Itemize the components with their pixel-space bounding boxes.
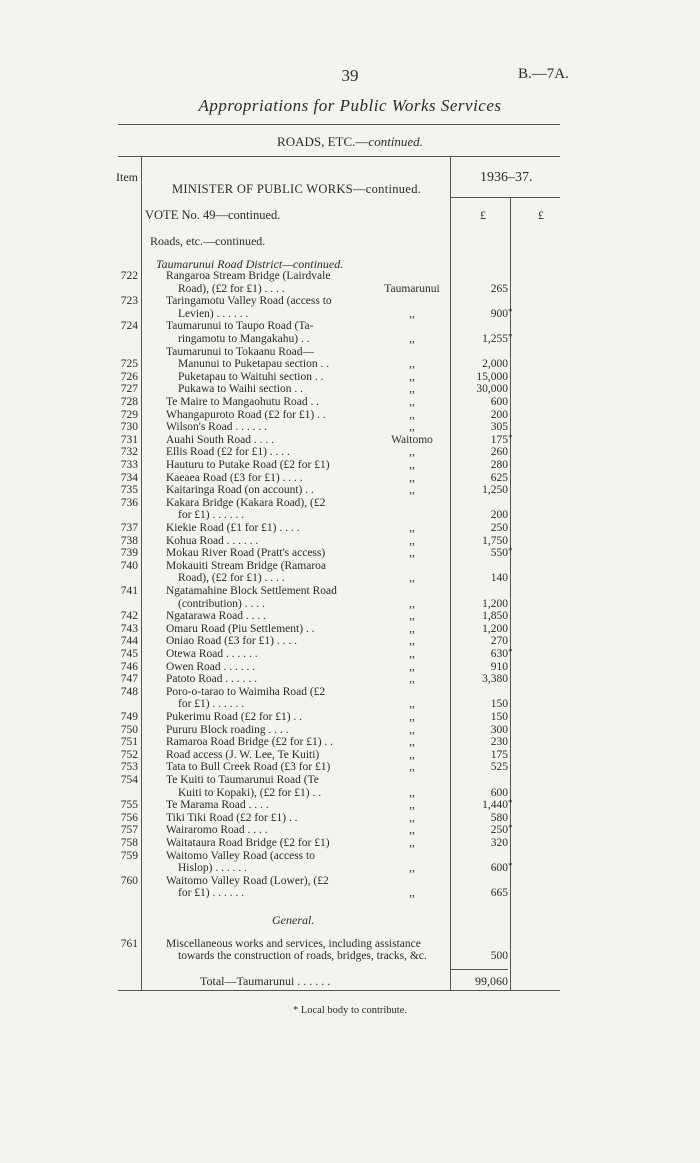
table-row bbox=[0, 585, 700, 597]
item-number: 743 bbox=[120, 622, 138, 635]
item-amount: 1,850 bbox=[482, 610, 508, 623]
top-rule bbox=[118, 124, 560, 125]
item-district: Waitomo bbox=[391, 433, 433, 446]
subtitle-continued: continued. bbox=[368, 134, 423, 149]
table-row bbox=[0, 434, 700, 446]
item-number: 727 bbox=[120, 383, 138, 396]
item-description: Miscellaneous works and services, including assistance bbox=[166, 938, 421, 950]
item-amount: 900 bbox=[490, 307, 508, 320]
item-description: Puketapau to Waituhi section . . bbox=[178, 370, 324, 383]
table-row bbox=[0, 824, 700, 836]
item-number: 735 bbox=[120, 484, 138, 497]
item-district: ,, bbox=[409, 358, 415, 371]
table-row bbox=[0, 409, 700, 421]
total-rule bbox=[450, 969, 508, 970]
item-number: 753 bbox=[120, 761, 138, 774]
item-description: Pukerimu Road (£2 for £1) . . bbox=[166, 711, 303, 723]
item-description: Patoto Road . . . . . . bbox=[166, 673, 258, 686]
table-row bbox=[0, 547, 700, 559]
table-row bbox=[0, 459, 700, 471]
item-description: Wilson's Road . . . . . . bbox=[166, 421, 267, 434]
item-description: Kiekie Road (£1 for £1) . . . . bbox=[166, 522, 300, 534]
item-description: Taumarunui to Taupo Road (Ta- bbox=[166, 320, 314, 333]
bottom-rule bbox=[118, 990, 560, 991]
table-row bbox=[0, 522, 700, 534]
item-description: Auahi South Road . . . . bbox=[166, 433, 274, 446]
item-number: 740 bbox=[120, 559, 138, 572]
item-description: towards the construction of roads, bridges, tracks, &c. bbox=[178, 950, 427, 962]
item-description: Kohua Road . . . . . . bbox=[166, 534, 259, 547]
item-amount: 580 bbox=[490, 811, 508, 824]
total-amount: 99,060 bbox=[475, 974, 508, 988]
item-district: ,, bbox=[409, 761, 415, 774]
item-district: ,, bbox=[409, 660, 415, 673]
item-description: Poro-o-tarao to Waimiha Road (£2 bbox=[166, 685, 326, 698]
item-description: Hauturu to Putake Road (£2 for £1) bbox=[166, 459, 330, 471]
item-amount: 2,000 bbox=[482, 358, 508, 371]
pound-symbol-left: £ bbox=[480, 208, 486, 222]
item-description: Kakara Bridge (Kakara Road), (£2 bbox=[166, 496, 326, 509]
item-amount: 600 bbox=[490, 786, 508, 799]
table-row bbox=[0, 749, 700, 761]
table-row bbox=[0, 950, 700, 962]
table-row bbox=[0, 648, 700, 660]
item-description: Road), (£2 for £1) . . . . bbox=[178, 282, 285, 295]
item-amount: 175 bbox=[490, 748, 508, 761]
item-district: ,, bbox=[409, 522, 415, 534]
item-number: 750 bbox=[120, 723, 138, 736]
table-row bbox=[0, 736, 700, 748]
item-number: 754 bbox=[120, 774, 138, 786]
item-description: Waitomo Valley Road (access to bbox=[166, 849, 315, 862]
year-rule bbox=[450, 197, 560, 198]
footnote-marker: * bbox=[508, 332, 513, 342]
item-district: ,, bbox=[409, 471, 415, 484]
item-description: Kuiti to Kopaki), (£2 for £1) . . bbox=[178, 786, 322, 799]
item-description: Road), (£2 for £1) . . . . bbox=[178, 572, 285, 585]
item-district: ,, bbox=[409, 459, 415, 471]
item-number: 729 bbox=[120, 408, 138, 421]
footnote-marker: * bbox=[508, 546, 513, 557]
item-number: 759 bbox=[120, 849, 138, 862]
item-district: ,, bbox=[409, 748, 415, 761]
item-description: Whangapuroto Road (£2 for £1) . . bbox=[166, 408, 326, 421]
item-district: ,, bbox=[409, 597, 415, 610]
item-district: ,, bbox=[409, 408, 415, 421]
item-number: 761 bbox=[120, 938, 138, 950]
page-number: 39 bbox=[341, 66, 359, 85]
document-reference: B.—7A. bbox=[518, 66, 569, 82]
item-district: ,, bbox=[409, 333, 415, 345]
item-amount: 525 bbox=[490, 761, 508, 774]
item-district: ,, bbox=[409, 610, 415, 623]
table-row bbox=[0, 698, 700, 710]
item-number: 745 bbox=[120, 648, 138, 660]
item-district: ,, bbox=[409, 622, 415, 635]
item-amount: 1,440 bbox=[482, 799, 508, 812]
item-description: Taumarunui to Tokaanu Road— bbox=[166, 345, 314, 358]
item-description: Te Marama Road . . . . bbox=[166, 799, 269, 812]
item-description: for £1) . . . . . . bbox=[178, 887, 245, 900]
table-row bbox=[0, 711, 700, 723]
item-amount: 150 bbox=[490, 711, 508, 723]
item-description: Manunui to Puketapau section . . bbox=[178, 358, 330, 371]
item-column-header: Item bbox=[116, 170, 138, 184]
section-heading: Roads, etc.—continued. bbox=[150, 234, 266, 248]
item-amount: 320 bbox=[490, 837, 508, 849]
footnote-marker: * bbox=[508, 798, 513, 809]
item-description: Mokau River Road (Pratt's access) bbox=[166, 547, 326, 560]
table-row bbox=[0, 283, 700, 295]
item-amount: 175 bbox=[490, 433, 508, 446]
table-row bbox=[0, 887, 700, 899]
footnote: * Local body to contribute. bbox=[292, 1005, 407, 1016]
footnote-marker: * bbox=[508, 823, 513, 834]
item-description: Levien) . . . . . . bbox=[178, 307, 249, 320]
item-number: 742 bbox=[120, 610, 138, 623]
table-row bbox=[0, 787, 700, 799]
item-number: 751 bbox=[120, 736, 138, 749]
item-district: ,, bbox=[409, 723, 415, 736]
item-number: 734 bbox=[120, 471, 138, 484]
item-district: ,, bbox=[409, 711, 415, 723]
item-amount: 230 bbox=[490, 736, 508, 749]
item-description: Taringamotu Valley Road (access to bbox=[166, 295, 332, 308]
item-amount: 550 bbox=[490, 547, 508, 560]
item-district: ,, bbox=[409, 396, 415, 408]
item-description: for £1) . . . . . . bbox=[178, 698, 245, 711]
table-row bbox=[0, 799, 700, 811]
table-row bbox=[0, 635, 700, 647]
table-row bbox=[0, 661, 700, 673]
footnote-marker: * bbox=[508, 306, 513, 317]
section-subtitle bbox=[0, 134, 700, 150]
item-description: Kaeaea Road (£3 for £1) . . . . bbox=[166, 471, 303, 484]
item-number: 749 bbox=[120, 711, 138, 723]
item-amount: 1,250 bbox=[482, 484, 508, 497]
item-description: Ellis Road (£2 for £1) . . . . bbox=[166, 446, 290, 459]
item-district: ,, bbox=[409, 572, 415, 585]
table-row bbox=[0, 812, 700, 824]
table-row bbox=[0, 686, 700, 698]
item-description: Pururu Block roading . . . . bbox=[166, 723, 289, 736]
item-amount: 270 bbox=[490, 635, 508, 648]
ministry-heading: MINISTER OF PUBLIC WORKS—continued. bbox=[172, 182, 422, 196]
item-district: ,, bbox=[409, 648, 415, 660]
item-number: 757 bbox=[120, 824, 138, 837]
item-amount: 910 bbox=[490, 660, 508, 673]
item-district: Taumarunui bbox=[384, 282, 440, 295]
item-number: 741 bbox=[120, 585, 138, 597]
item-number: 760 bbox=[120, 874, 138, 887]
item-amount: 260 bbox=[490, 446, 508, 459]
table-row bbox=[0, 850, 700, 862]
vote-heading: VOTE No. 49—continued. bbox=[145, 208, 281, 222]
pound-symbol-right: £ bbox=[538, 208, 544, 222]
item-amount: 140 bbox=[490, 572, 508, 585]
item-district: ,, bbox=[409, 887, 415, 900]
item-amount: 265 bbox=[490, 282, 508, 295]
item-district: ,, bbox=[409, 824, 415, 837]
footnote-marker: * bbox=[508, 861, 513, 872]
item-number: 752 bbox=[120, 748, 138, 761]
item-district: ,, bbox=[409, 811, 415, 824]
item-description: Tata to Bull Creek Road (£3 for £1) bbox=[166, 761, 331, 774]
item-number: 722 bbox=[120, 270, 138, 282]
item-description: Kaitaringa Road (on account) . . bbox=[166, 484, 314, 497]
item-number: 758 bbox=[120, 837, 138, 849]
item-district: ,, bbox=[409, 862, 415, 875]
table-row bbox=[0, 497, 700, 509]
item-number: 730 bbox=[120, 421, 138, 434]
item-amount: 3,380 bbox=[482, 673, 508, 686]
item-description: Hislop) . . . . . . bbox=[178, 862, 247, 875]
item-district: ,, bbox=[409, 673, 415, 686]
item-amount: 305 bbox=[490, 421, 508, 434]
item-amount: 500 bbox=[490, 950, 508, 962]
item-amount: 250 bbox=[490, 824, 508, 837]
item-description: Tiki Tiki Road (£2 for £1) . . bbox=[166, 811, 298, 824]
item-amount: 600 bbox=[490, 862, 508, 875]
item-number: 746 bbox=[120, 660, 138, 673]
item-description: Rangaroa Stream Bridge (Lairdvale bbox=[166, 270, 331, 282]
table-row bbox=[0, 308, 700, 320]
table-row bbox=[0, 774, 700, 786]
item-district: ,, bbox=[409, 307, 415, 320]
table-row bbox=[0, 346, 700, 358]
item-description: Oniao Road (£3 for £1) . . . . bbox=[166, 635, 297, 648]
table-row bbox=[0, 295, 700, 307]
table-row bbox=[0, 371, 700, 383]
item-district: ,, bbox=[409, 421, 415, 434]
table-row bbox=[0, 761, 700, 773]
table-row bbox=[0, 358, 700, 370]
table-row bbox=[0, 484, 700, 496]
district-heading: Taumarunui Road District—continued. bbox=[156, 257, 344, 271]
item-description: Owen Road . . . . . . bbox=[166, 660, 256, 673]
item-number: 736 bbox=[120, 496, 138, 509]
table-row bbox=[0, 472, 700, 484]
table-row bbox=[0, 837, 700, 849]
item-description: Wairaromo Road . . . . bbox=[166, 824, 268, 837]
item-description: Ramaroa Road Bridge (£2 for £1) . . bbox=[166, 736, 334, 749]
item-amount: 1,200 bbox=[482, 597, 508, 610]
item-number: 756 bbox=[120, 811, 138, 824]
item-district: ,, bbox=[409, 635, 415, 648]
table-row bbox=[0, 875, 700, 887]
item-district: ,, bbox=[409, 736, 415, 749]
table-row bbox=[0, 320, 700, 332]
item-description: Ngatamahine Block Settlement Road bbox=[166, 585, 337, 597]
item-number: 739 bbox=[120, 547, 138, 560]
item-number: 726 bbox=[120, 370, 138, 383]
item-district: ,, bbox=[409, 383, 415, 396]
item-description: Waitataura Road Bridge (£2 for £1) bbox=[166, 837, 330, 849]
item-amount: 665 bbox=[490, 887, 508, 900]
item-description: Te Maire to Mangaohutu Road . . bbox=[166, 396, 320, 408]
item-number: 738 bbox=[120, 534, 138, 547]
item-description: Ngatarawa Road . . . . bbox=[166, 610, 266, 623]
table-row bbox=[0, 396, 700, 408]
footnote-marker: * bbox=[508, 647, 513, 657]
table-row bbox=[0, 446, 700, 458]
item-description: (contribution) . . . . bbox=[178, 597, 265, 610]
item-amount: 250 bbox=[490, 522, 508, 534]
item-amount: 200 bbox=[490, 509, 508, 522]
item-amount: 1,200 bbox=[482, 622, 508, 635]
item-amount: 200 bbox=[490, 408, 508, 421]
header-rule bbox=[118, 156, 560, 157]
item-district: ,, bbox=[409, 547, 415, 560]
table-row bbox=[0, 862, 700, 874]
page-title: Appropriations for Public Works Services bbox=[198, 96, 502, 115]
item-district: ,, bbox=[409, 446, 415, 459]
item-description: Omaru Road (Piu Settlement) . . bbox=[166, 622, 315, 635]
footnote-marker: * bbox=[508, 432, 513, 443]
table-row bbox=[0, 333, 700, 345]
subtitle-text: ROADS, ETC.— bbox=[277, 134, 369, 149]
item-amount: 625 bbox=[490, 471, 508, 484]
item-number: 732 bbox=[120, 446, 138, 459]
table-row bbox=[0, 421, 700, 433]
item-amount: 1,750 bbox=[482, 534, 508, 547]
item-description: Waitomo Valley Road (Lower), (£2 bbox=[166, 874, 329, 887]
item-district: ,, bbox=[409, 837, 415, 849]
year-heading: 1936–37. bbox=[480, 170, 533, 185]
item-description: Te Kuiti to Taumarunui Road (Te bbox=[166, 774, 319, 786]
item-description: Otewa Road . . . . . . bbox=[166, 648, 258, 660]
table-row bbox=[0, 270, 700, 282]
table-row bbox=[0, 560, 700, 572]
item-district: ,, bbox=[409, 799, 415, 812]
item-district: ,, bbox=[409, 698, 415, 711]
table-row bbox=[0, 535, 700, 547]
table-row bbox=[0, 610, 700, 622]
item-description: ringamotu to Mangakahu) . . bbox=[178, 333, 310, 345]
item-district: ,, bbox=[409, 484, 415, 497]
total-label: Total—Taumarunui . . . . . . bbox=[200, 974, 331, 988]
item-description: Road access (J. W. Lee, Te Kuiti) bbox=[166, 748, 320, 761]
item-number: 755 bbox=[120, 799, 138, 812]
item-number: 723 bbox=[120, 295, 138, 308]
item-number: 733 bbox=[120, 459, 138, 471]
table-row bbox=[0, 724, 700, 736]
item-number: 725 bbox=[120, 358, 138, 371]
item-amount: 280 bbox=[490, 459, 508, 471]
item-amount: 15,000 bbox=[476, 370, 508, 383]
item-district: ,, bbox=[409, 786, 415, 799]
item-number: 724 bbox=[120, 320, 138, 333]
item-amount: 630 bbox=[490, 648, 508, 660]
item-number: 731 bbox=[120, 433, 138, 446]
table-row bbox=[0, 623, 700, 635]
table-row bbox=[0, 598, 700, 610]
item-district: ,, bbox=[409, 534, 415, 547]
table-row bbox=[0, 572, 700, 584]
item-description: for £1) . . . . . . bbox=[178, 509, 245, 522]
table-row bbox=[0, 383, 700, 395]
item-district: ,, bbox=[409, 370, 415, 383]
item-amount: 300 bbox=[490, 723, 508, 736]
item-number: 744 bbox=[120, 635, 138, 648]
item-number: 748 bbox=[120, 685, 138, 698]
item-amount: 600 bbox=[490, 396, 508, 408]
item-amount: 30,000 bbox=[476, 383, 508, 396]
item-number: 747 bbox=[120, 673, 138, 686]
item-number: 728 bbox=[120, 396, 138, 408]
general-heading: General. bbox=[272, 913, 315, 927]
table-row bbox=[0, 509, 700, 521]
item-amount: 150 bbox=[490, 698, 508, 711]
item-description: Pukawa to Waihi section . . bbox=[178, 383, 304, 396]
item-number: 737 bbox=[120, 522, 138, 534]
item-description: Mokauiti Stream Bridge (Ramaroa bbox=[166, 559, 327, 572]
table-row bbox=[0, 673, 700, 685]
item-amount: 1,255 bbox=[482, 333, 508, 345]
table-row bbox=[0, 938, 700, 950]
